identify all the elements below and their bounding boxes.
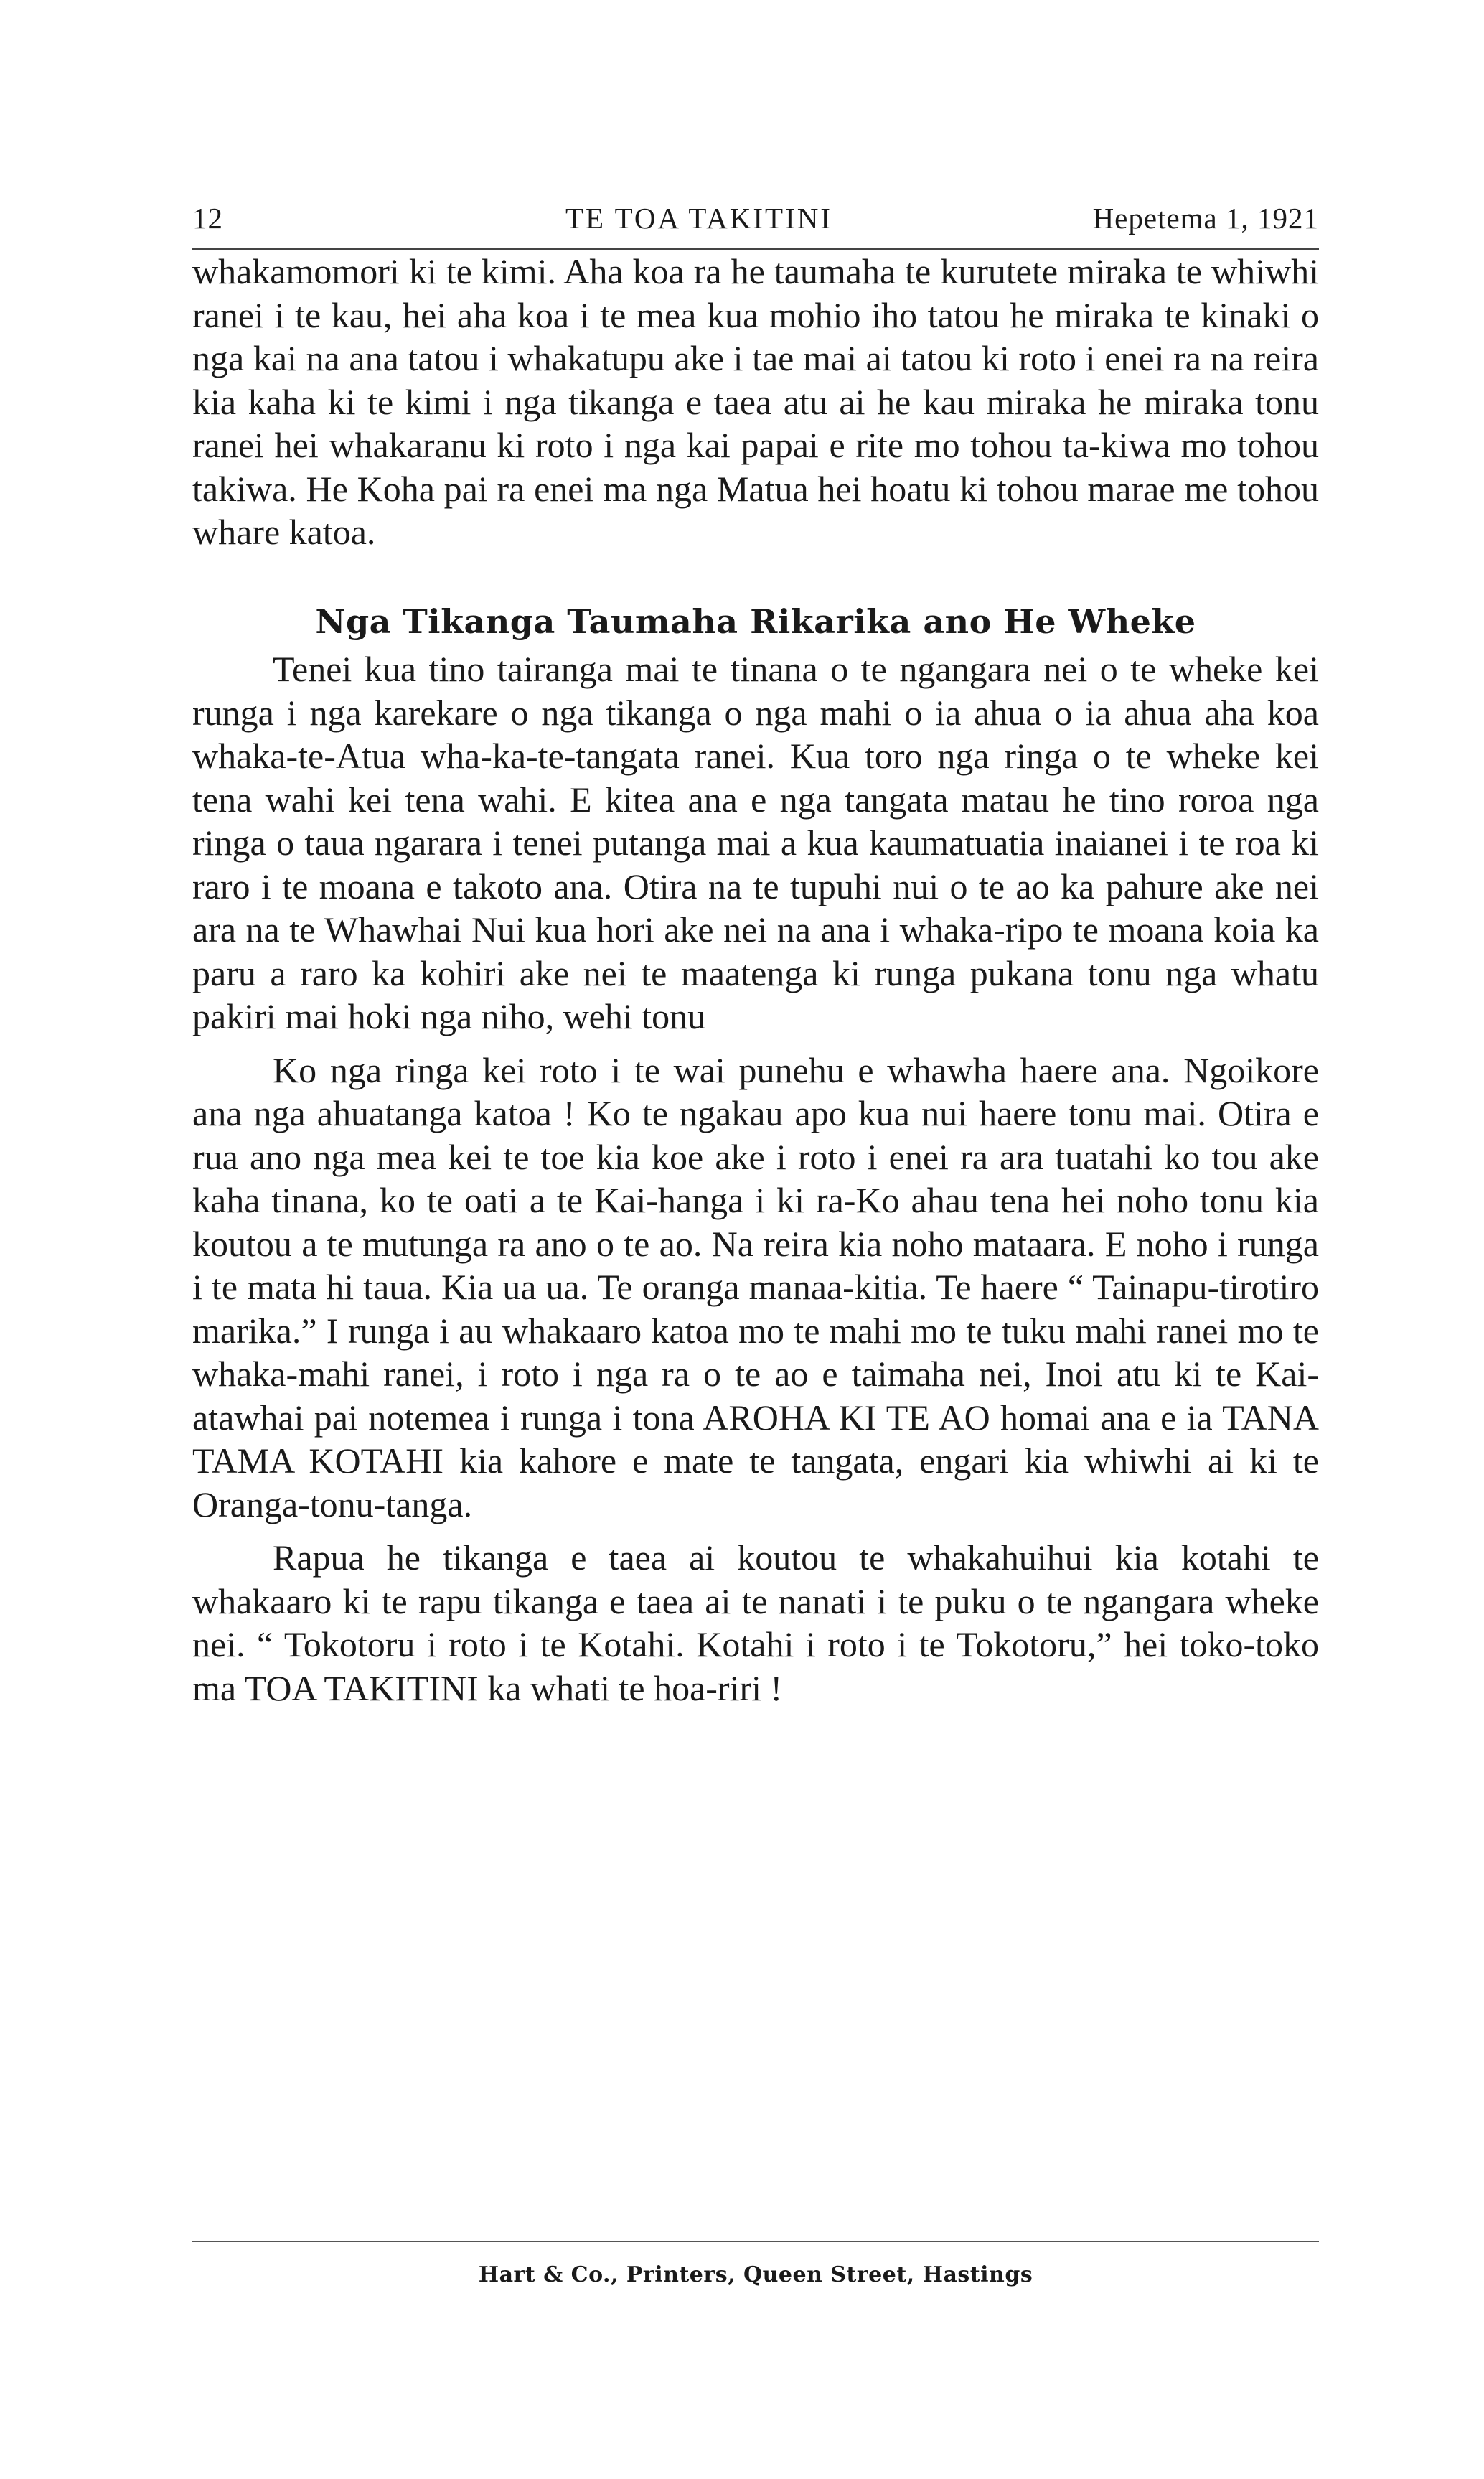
paragraph-1: Tenei kua tino tairanga mai te tinana o te ngangara nei o te wheke kei runga i nga karekare o nga tikanga o nga mahi o ia ahua o ia ahua aha koa whaka-te-Atua wha-ka-te-tangata ranei. Kua toro nga ringa o te wheke kei tena wahi kei tena wahi. E kitea ana e nga tangata matau he tino roroa nga ringa o taua ngarara i tenei putanga mai a kua kaumatuatia inaianei i te roa ki raro i te moana e takoto ana. Otira na te tupuhi nui o te ao ka pahure ake nei ara na te Whawhai Nui kua hori ake nei na ana i whaka-ripo te moana koia ka paru a raro ka kohiri ake nei te maatenga ki runga pukana tonu nga whatu pakiri mai hoki nga niho, wehi tonu [192, 649, 1319, 1036]
running-head [192, 194, 1319, 244]
paragraph-2: Ko nga ringa kei roto i te wai punehu e whawha haere ana. Ngoikore ana nga ahuatanga katoa ! Ko te ngakau apo kua nui haere tonu mai. Otira e rua ano nga mea kei te toe kia koe ake i roto i enei ra ara tuatahi ko tou ake kaha tinana, ko te oati a te Kai-hanga i ki ra-Ko ahau tena hei noho tonu kia koutou a te mutunga ra ano o te ao. Na reira kia noho mataara. E noho i runga i te mata hi taua. Kia ua ua. Te oranga manaa-kitia. Te haere “ Tainapu-tirotiro marika.” I runga i au whakaaro katoa mo te mahi mo te tuku mahi ranei mo te whaka-mahi ranei, i roto i nga ra o te ao e taimaha nei, Inoi atu ki te Kai-atawhai pai notemea i runga i tona AROHA KI TE AO homai ana e ia TANA TAMA KOTAHI kia kahore e mate te tangata, engari kia whiwhi ai ki te Oranga-tonu-tanga. [192, 1049, 1319, 1524]
page [192, 194, 1319, 1710]
paragraph-3: Rapua he tikanga e taea ai koutou te whakahuihui kia kotahi te whakaaro ki te rapu tikanga e taea ai te nanati i te puku o te ngangara wheke nei. “ Tokotoru i roto i te Kotahi. Kotahi i roto i te Tokotoru,” hei toko-toko ma TOA TAKITINI ka whati te hoa-riri ! [192, 1537, 1319, 1708]
issue-date: Hepetema 1, 1921 [1092, 202, 1319, 235]
section-heading: Nga Tikanga Taumaha Rikarika ano He Wheke [315, 601, 1196, 641]
page-number: 12 [192, 202, 223, 235]
printer-imprint: Hart & Co., Printers, Queen Street, Hastings [478, 2262, 1033, 2287]
article-body [192, 250, 1319, 1710]
opening-paragraph: whakamomori ki te kimi. Aha koa ra he taumaha te kurutete miraka te whiwhi ranei i te kau, hei aha koa i te mea kua mohio iho tatou he miraka te kinaki o nga kai na ana tatou i whakatupu ake i tae mai ai tatou ki roto i enei ra na reira kia kaha ki te kimi i nga tikanga e taea atu ai he kau miraka he miraka tonu ranei hei whakaranu ki roto i nga kai papai e rite mo tohou ta-kiwa mo tohou takiwa. He Koha pai ra enei ma nga Matua hei hoatu ki tohou marae me tohou whare katoa. [192, 251, 1319, 552]
footer-rule [192, 2241, 1319, 2242]
journal-title: TE TOA TAKITINI [565, 202, 832, 235]
